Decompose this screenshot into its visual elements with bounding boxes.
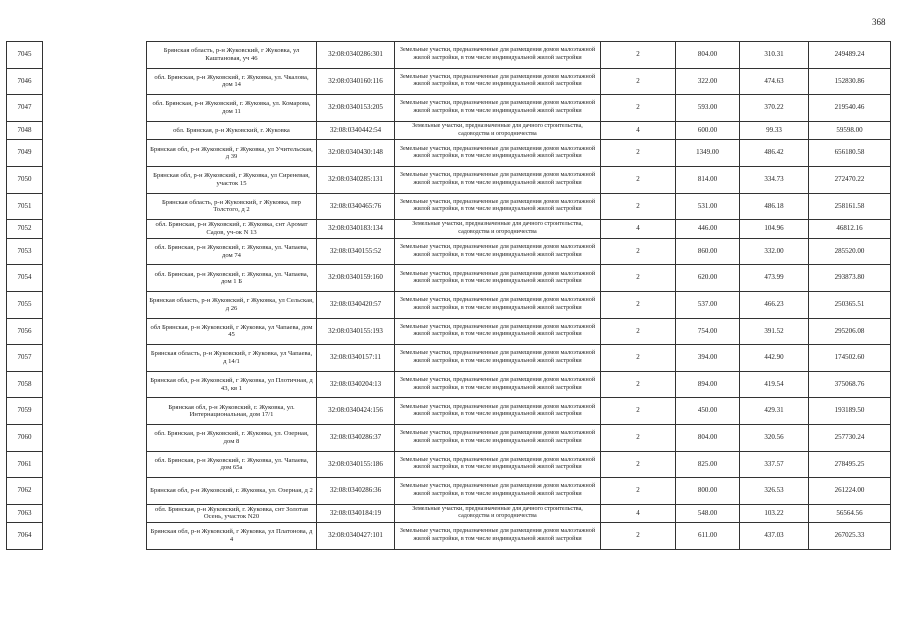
land-use-cell: Земельные участки, предназначенные для размещения домов малоэтажной жилой застройки, в том числе индивидуальной жилой застройки bbox=[395, 345, 601, 372]
table-row bbox=[7, 95, 891, 122]
cadastral-value-cell: 295206.08 bbox=[809, 318, 891, 345]
specific-value-cell: 320.56 bbox=[740, 424, 809, 451]
specific-value-cell: 486.42 bbox=[740, 140, 809, 167]
group-cell: 4 bbox=[601, 121, 676, 140]
area-cell: 450.00 bbox=[676, 398, 740, 425]
cadastral-value-cell: 249489.24 bbox=[809, 42, 891, 69]
group-cell: 2 bbox=[601, 291, 676, 318]
spacer-cell bbox=[43, 318, 147, 345]
address-cell: обл. Брянская, р-н Жуковский, г. Жуковка, ул. Чапаева, дом 1 Б bbox=[147, 265, 317, 292]
row-number-cell: 7062 bbox=[7, 478, 43, 505]
cadastral-value-cell: 46812.16 bbox=[809, 220, 891, 239]
spacer-cell bbox=[43, 478, 147, 505]
cadastral-number-cell: 32:08:0340155:52 bbox=[317, 238, 395, 265]
group-cell: 4 bbox=[601, 504, 676, 523]
table-row bbox=[7, 424, 891, 451]
table-row bbox=[7, 504, 891, 523]
land-use-cell: Земельные участки, предназначенные для размещения домов малоэтажной жилой застройки, в том числе индивидуальной жилой застройки bbox=[395, 371, 601, 398]
cadastral-number-cell: 32:08:0340153:205 bbox=[317, 95, 395, 122]
cadastral-value-table bbox=[6, 41, 891, 550]
land-use-cell: Земельные участки, предназначенные для размещения домов малоэтажной жилой застройки, в том числе индивидуальной жилой застройки bbox=[395, 238, 601, 265]
cadastral-value-cell: 293873.80 bbox=[809, 265, 891, 292]
land-use-cell: Земельные участки, предназначенные для размещения домов малоэтажной жилой застройки, в том числе индивидуальной жилой застройки bbox=[395, 193, 601, 220]
land-use-cell: Земельные участки, предназначенные для размещения домов малоэтажной жилой застройки, в том числе индивидуальной жилой застройки bbox=[395, 398, 601, 425]
row-number-cell: 7060 bbox=[7, 424, 43, 451]
row-number-cell: 7050 bbox=[7, 166, 43, 193]
area-cell: 537.00 bbox=[676, 291, 740, 318]
area-cell: 593.00 bbox=[676, 95, 740, 122]
cadastral-value-cell: 272470.22 bbox=[809, 166, 891, 193]
area-cell: 620.00 bbox=[676, 265, 740, 292]
table-row bbox=[7, 42, 891, 69]
row-number-cell: 7058 bbox=[7, 371, 43, 398]
group-cell: 2 bbox=[601, 42, 676, 69]
spacer-cell bbox=[43, 42, 147, 69]
area-cell: 394.00 bbox=[676, 345, 740, 372]
area-cell: 600.00 bbox=[676, 121, 740, 140]
row-number-cell: 7049 bbox=[7, 140, 43, 167]
address-cell: Брянская область, р-н Жуковский, г Жуковка, ул Сельская, д 26 bbox=[147, 291, 317, 318]
group-cell: 2 bbox=[601, 238, 676, 265]
cadastral-value-cell: 285520.00 bbox=[809, 238, 891, 265]
cadastral-number-cell: 32:08:0340465:76 bbox=[317, 193, 395, 220]
specific-value-cell: 474.63 bbox=[740, 68, 809, 95]
specific-value-cell: 442.90 bbox=[740, 345, 809, 372]
table-row bbox=[7, 291, 891, 318]
group-cell: 2 bbox=[601, 398, 676, 425]
page-number: 368 bbox=[872, 17, 886, 27]
cadastral-number-cell: 32:08:0340286:37 bbox=[317, 424, 395, 451]
table-row bbox=[7, 140, 891, 167]
row-number-cell: 7055 bbox=[7, 291, 43, 318]
cadastral-number-cell: 32:08:0340442:54 bbox=[317, 121, 395, 140]
area-cell: 860.00 bbox=[676, 238, 740, 265]
table-row bbox=[7, 318, 891, 345]
address-cell: обл. Брянская, р-н Жуковский, г. Жуковка, снт Аромат Садов, уч-ок N 13 bbox=[147, 220, 317, 239]
cadastral-value-cell: 56564.56 bbox=[809, 504, 891, 523]
group-cell: 2 bbox=[601, 345, 676, 372]
table-body bbox=[7, 42, 891, 550]
land-use-cell: Земельные участки, предназначенные для размещения домов малоэтажной жилой застройки, в том числе индивидуальной жилой застройки bbox=[395, 68, 601, 95]
row-number-cell: 7063 bbox=[7, 504, 43, 523]
table-row bbox=[7, 371, 891, 398]
area-cell: 611.00 bbox=[676, 523, 740, 550]
address-cell: обл. Брянская, р-н Жуковский, г. Жуковка, ул. Чапаева, дом 65а bbox=[147, 451, 317, 478]
spacer-cell bbox=[43, 265, 147, 292]
group-cell: 2 bbox=[601, 478, 676, 505]
land-use-cell: Земельные участки, предназначенные для размещения домов малоэтажной жилой застройки, в том числе индивидуальной жилой застройки bbox=[395, 478, 601, 505]
cadastral-value-cell: 257730.24 bbox=[809, 424, 891, 451]
address-cell: Брянская область, р-н Жуковский, г Жуковка, ул Чапаева, д 14/1 bbox=[147, 345, 317, 372]
area-cell: 446.00 bbox=[676, 220, 740, 239]
cadastral-value-cell: 656180.58 bbox=[809, 140, 891, 167]
specific-value-cell: 99.33 bbox=[740, 121, 809, 140]
table-row bbox=[7, 68, 891, 95]
specific-value-cell: 429.31 bbox=[740, 398, 809, 425]
cadastral-number-cell: 32:08:0340157:11 bbox=[317, 345, 395, 372]
cadastral-number-cell: 32:08:0340183:134 bbox=[317, 220, 395, 239]
row-number-cell: 7046 bbox=[7, 68, 43, 95]
table-row bbox=[7, 238, 891, 265]
cadastral-number-cell: 32:08:0340184:19 bbox=[317, 504, 395, 523]
land-use-cell: Земельные участки, предназначенные для размещения домов малоэтажной жилой застройки, в том числе индивидуальной жилой застройки bbox=[395, 451, 601, 478]
area-cell: 1349.00 bbox=[676, 140, 740, 167]
area-cell: 548.00 bbox=[676, 504, 740, 523]
specific-value-cell: 466.23 bbox=[740, 291, 809, 318]
address-cell: обл Брянская, р-н Жуковский, г Жуковка, ул Чапаева, дом 45 bbox=[147, 318, 317, 345]
land-use-cell: Земельные участки, предназначенные для размещения домов малоэтажной жилой застройки, в том числе индивидуальной жилой застройки bbox=[395, 42, 601, 69]
address-cell: обл. Брянская, р-н Жуковский, г. Жуковка, снт Золотая Осень, участок N20 bbox=[147, 504, 317, 523]
cadastral-number-cell: 32:08:0340430:148 bbox=[317, 140, 395, 167]
cadastral-number-cell: 32:08:0340424:156 bbox=[317, 398, 395, 425]
spacer-cell bbox=[43, 291, 147, 318]
land-use-cell: Земельные участки, предназначенные для размещения домов малоэтажной жилой застройки, в том числе индивидуальной жилой застройки bbox=[395, 318, 601, 345]
row-number-cell: 7047 bbox=[7, 95, 43, 122]
cadastral-number-cell: 32:08:0340285:131 bbox=[317, 166, 395, 193]
row-number-cell: 7053 bbox=[7, 238, 43, 265]
spacer-cell bbox=[43, 140, 147, 167]
cadastral-value-cell: 219540.46 bbox=[809, 95, 891, 122]
address-cell: Брянская обл, р-н Жуковский, г Жуковка, ул Платонова, д 4 bbox=[147, 523, 317, 550]
land-use-cell: Земельные участки, предназначенные для размещения домов малоэтажной жилой застройки, в том числе индивидуальной жилой застройки bbox=[395, 166, 601, 193]
cadastral-value-cell: 267025.33 bbox=[809, 523, 891, 550]
land-use-cell: Земельные участки, предназначенные для дачного строительства, садоводства и огородничества bbox=[395, 121, 601, 140]
specific-value-cell: 391.52 bbox=[740, 318, 809, 345]
cadastral-number-cell: 32:08:0340427:101 bbox=[317, 523, 395, 550]
land-use-cell: Земельные участки, предназначенные для размещения домов малоэтажной жилой застройки, в том числе индивидуальной жилой застройки bbox=[395, 523, 601, 550]
specific-value-cell: 332.00 bbox=[740, 238, 809, 265]
area-cell: 322.00 bbox=[676, 68, 740, 95]
group-cell: 2 bbox=[601, 523, 676, 550]
row-number-cell: 7057 bbox=[7, 345, 43, 372]
specific-value-cell: 310.31 bbox=[740, 42, 809, 69]
row-number-cell: 7056 bbox=[7, 318, 43, 345]
address-cell: обл. Брянская, р-н Жуковский, г. Жуковка, ул. Озерная, дом 8 bbox=[147, 424, 317, 451]
spacer-cell bbox=[43, 121, 147, 140]
table-row bbox=[7, 121, 891, 140]
table-row bbox=[7, 451, 891, 478]
table-row bbox=[7, 523, 891, 550]
table-row bbox=[7, 193, 891, 220]
address-cell: обл. Брянская, р-н Жуковский, г. Жуковка bbox=[147, 121, 317, 140]
table-row bbox=[7, 345, 891, 372]
cadastral-number-cell: 32:08:0340204:13 bbox=[317, 371, 395, 398]
land-use-cell: Земельные участки, предназначенные для дачного строительства, садоводства и огородничества bbox=[395, 220, 601, 239]
group-cell: 4 bbox=[601, 220, 676, 239]
cadastral-number-cell: 32:08:0340155:186 bbox=[317, 451, 395, 478]
cadastral-number-cell: 32:08:0340420:57 bbox=[317, 291, 395, 318]
address-cell: Брянская обл, р-н Жуковский, г Жуковка, ул Плотичная, д 43, кв 1 bbox=[147, 371, 317, 398]
spacer-cell bbox=[43, 220, 147, 239]
address-cell: Брянская область, р-н Жуковский, г Жуковка, ул Каштановая, уч 46 bbox=[147, 42, 317, 69]
address-cell: Брянская обл, р-н Жуковский, г. Жуковка, ул. Озерная, д 2 bbox=[147, 478, 317, 505]
specific-value-cell: 486.18 bbox=[740, 193, 809, 220]
cadastral-value-cell: 258161.58 bbox=[809, 193, 891, 220]
address-cell: обл. Брянская, р-н Жуковский, г. Жуковка, ул. Чапаева, дом 74 bbox=[147, 238, 317, 265]
address-cell: Брянская обл, р-н Жуковский, г Жуковка, ул Учительская, д 39 bbox=[147, 140, 317, 167]
land-use-cell: Земельные участки, предназначенные для размещения домов малоэтажной жилой застройки, в том числе индивидуальной жилой застройки bbox=[395, 424, 601, 451]
cadastral-value-cell: 193189.50 bbox=[809, 398, 891, 425]
table-row bbox=[7, 220, 891, 239]
group-cell: 2 bbox=[601, 166, 676, 193]
address-cell: Брянская область, р-н Жуковский, г Жуковка, пер Толстого, д 2 bbox=[147, 193, 317, 220]
group-cell: 2 bbox=[601, 424, 676, 451]
cadastral-value-cell: 59598.00 bbox=[809, 121, 891, 140]
specific-value-cell: 437.03 bbox=[740, 523, 809, 550]
row-number-cell: 7051 bbox=[7, 193, 43, 220]
land-use-cell: Земельные участки, предназначенные для размещения домов малоэтажной жилой застройки, в том числе индивидуальной жилой застройки bbox=[395, 265, 601, 292]
area-cell: 804.00 bbox=[676, 424, 740, 451]
cadastral-value-cell: 375068.76 bbox=[809, 371, 891, 398]
specific-value-cell: 337.57 bbox=[740, 451, 809, 478]
table-row bbox=[7, 166, 891, 193]
row-number-cell: 7048 bbox=[7, 121, 43, 140]
area-cell: 804.00 bbox=[676, 42, 740, 69]
cadastral-value-cell: 250365.51 bbox=[809, 291, 891, 318]
cadastral-value-cell: 174502.60 bbox=[809, 345, 891, 372]
spacer-cell bbox=[43, 68, 147, 95]
row-number-cell: 7059 bbox=[7, 398, 43, 425]
spacer-cell bbox=[43, 398, 147, 425]
group-cell: 2 bbox=[601, 140, 676, 167]
cadastral-value-cell: 261224.00 bbox=[809, 478, 891, 505]
specific-value-cell: 334.73 bbox=[740, 166, 809, 193]
area-cell: 814.00 bbox=[676, 166, 740, 193]
cadastral-number-cell: 32:08:0340286:36 bbox=[317, 478, 395, 505]
area-cell: 825.00 bbox=[676, 451, 740, 478]
cadastral-value-cell: 152830.86 bbox=[809, 68, 891, 95]
group-cell: 2 bbox=[601, 95, 676, 122]
area-cell: 894.00 bbox=[676, 371, 740, 398]
spacer-cell bbox=[43, 504, 147, 523]
land-use-cell: Земельные участки, предназначенные для размещения домов малоэтажной жилой застройки, в том числе индивидуальной жилой застройки bbox=[395, 140, 601, 167]
area-cell: 800.00 bbox=[676, 478, 740, 505]
spacer-cell bbox=[43, 371, 147, 398]
spacer-cell bbox=[43, 95, 147, 122]
spacer-cell bbox=[43, 424, 147, 451]
specific-value-cell: 104.96 bbox=[740, 220, 809, 239]
address-cell: обл. Брянская, р-н Жуковский, г. Жуковка, ул. Чкалова, дом 14 bbox=[147, 68, 317, 95]
row-number-cell: 7045 bbox=[7, 42, 43, 69]
cadastral-value-cell: 278495.25 bbox=[809, 451, 891, 478]
spacer-cell bbox=[43, 193, 147, 220]
cadastral-number-cell: 32:08:0340160:116 bbox=[317, 68, 395, 95]
spacer-cell bbox=[43, 451, 147, 478]
address-cell: обл. Брянская, р-н Жуковский, г. Жуковка, ул. Комарова, дом 11 bbox=[147, 95, 317, 122]
group-cell: 2 bbox=[601, 318, 676, 345]
table-row bbox=[7, 398, 891, 425]
specific-value-cell: 326.53 bbox=[740, 478, 809, 505]
land-use-cell: Земельные участки, предназначенные для дачного строительства, садоводства и огородничества bbox=[395, 504, 601, 523]
row-number-cell: 7064 bbox=[7, 523, 43, 550]
land-use-cell: Земельные участки, предназначенные для размещения домов малоэтажной жилой застройки, в том числе индивидуальной жилой застройки bbox=[395, 291, 601, 318]
specific-value-cell: 473.99 bbox=[740, 265, 809, 292]
group-cell: 2 bbox=[601, 68, 676, 95]
row-number-cell: 7054 bbox=[7, 265, 43, 292]
row-number-cell: 7061 bbox=[7, 451, 43, 478]
specific-value-cell: 103.22 bbox=[740, 504, 809, 523]
row-number-cell: 7052 bbox=[7, 220, 43, 239]
table-row bbox=[7, 265, 891, 292]
group-cell: 2 bbox=[601, 451, 676, 478]
group-cell: 2 bbox=[601, 371, 676, 398]
spacer-cell bbox=[43, 166, 147, 193]
cadastral-number-cell: 32:08:0340286:301 bbox=[317, 42, 395, 69]
area-cell: 754.00 bbox=[676, 318, 740, 345]
spacer-cell bbox=[43, 238, 147, 265]
cadastral-number-cell: 32:08:0340159:160 bbox=[317, 265, 395, 292]
table-row bbox=[7, 478, 891, 505]
spacer-cell bbox=[43, 523, 147, 550]
group-cell: 2 bbox=[601, 265, 676, 292]
group-cell: 2 bbox=[601, 193, 676, 220]
spacer-cell bbox=[43, 345, 147, 372]
address-cell: Брянская обл, р-н Жуковский, г Жуковка, ул Сиреневая, участок 15 bbox=[147, 166, 317, 193]
land-use-cell: Земельные участки, предназначенные для размещения домов малоэтажной жилой застройки, в том числе индивидуальной жилой застройки bbox=[395, 95, 601, 122]
address-cell: Брянская обл, р-н Жуковский, г. Жуковка, ул. Интернациональная, дом 17/1 bbox=[147, 398, 317, 425]
cadastral-number-cell: 32:08:0340155:193 bbox=[317, 318, 395, 345]
specific-value-cell: 370.22 bbox=[740, 95, 809, 122]
specific-value-cell: 419.54 bbox=[740, 371, 809, 398]
area-cell: 531.00 bbox=[676, 193, 740, 220]
